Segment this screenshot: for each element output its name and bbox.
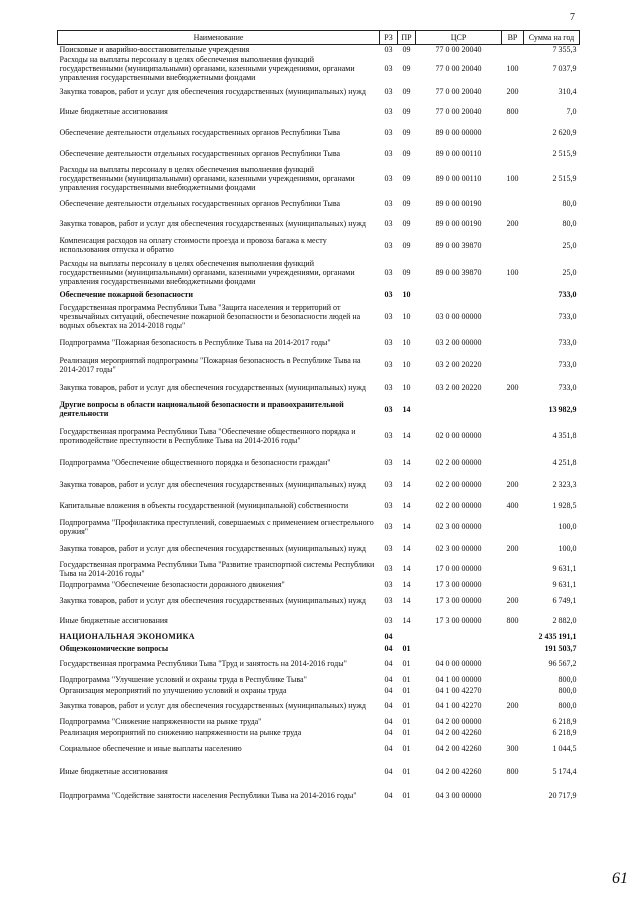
row-pr: 10 (402, 383, 411, 392)
row-vr (502, 685, 524, 696)
row-pr: 01 (402, 767, 411, 776)
row-vr (502, 234, 524, 257)
row-csr: 77 0 00 20040 (435, 87, 482, 96)
row-sum: 2 323,3 (552, 479, 577, 489)
row-rz: 03 (384, 404, 393, 414)
table-row (58, 516, 580, 538)
row-vr (502, 333, 524, 353)
row-pr: 01 (402, 791, 411, 800)
row-vr: 100 (506, 63, 519, 73)
row-sum: 733,0 (558, 383, 577, 392)
row-vr: 200 (506, 479, 519, 489)
row-sum: 9 631,1 (552, 564, 577, 573)
row-vr: 200 (506, 87, 519, 96)
row-name: Иные бюджетные ассигнования (59, 107, 168, 116)
row-name: Реализация мероприятий подпрограммы "Пожарная безопасность в Республике Тыва на 2014-2017 годы" (59, 355, 361, 374)
page-number: 7 (570, 12, 575, 23)
row-pr: 14 (402, 522, 411, 531)
row-csr: 03 2 00 00000 (435, 338, 482, 347)
table-row (58, 643, 580, 654)
row-name: Капитальные вложения в объекты государственной (муниципальной) собственности (59, 500, 349, 510)
row-sum: 25,0 (562, 268, 577, 277)
row-vr (502, 516, 524, 538)
row-pr: 01 (402, 659, 411, 668)
header-sum: Сумма на год (524, 31, 580, 45)
row-vr (502, 654, 524, 674)
table-row (58, 727, 580, 738)
row-name: Социальное обеспечение и иные выплаты населению (59, 744, 242, 753)
row-rz: 03 (384, 290, 393, 299)
row-rz: 03 (384, 63, 393, 73)
row-csr: 02 2 00 00000 (435, 500, 482, 510)
row-sum: 20 717,9 (548, 791, 577, 800)
row-name: Подпрограмма "Содействие занятости населения Республики Тыва на 2014-2016 годы" (59, 791, 357, 800)
row-pr: 09 (402, 219, 411, 228)
table-row (58, 760, 580, 784)
row-rz: 03 (384, 360, 393, 369)
row-sum: 4 351,8 (552, 431, 577, 440)
row-vr: 400 (506, 500, 519, 510)
row-name: Подпрограмма "Пожарная безопасность в Республике Тыва на 2014-2017 годы" (59, 338, 331, 347)
row-name: Расходы на выплаты персоналу в целях обеспечения выполнения функций государственными (муниципальными) органами, казенными учреждениями, органами управления государственными внебюджетными фондами (59, 259, 355, 286)
row-sum: 100,0 (558, 522, 577, 531)
row-rz: 04 (384, 716, 393, 726)
header-pr: ПР (398, 31, 416, 45)
row-sum: 13 982,9 (548, 404, 577, 414)
row-sum: 4 251,8 (552, 458, 577, 467)
row-csr: 02 2 00 00000 (435, 479, 482, 489)
row-pr: 14 (402, 458, 411, 467)
row-vr: 300 (506, 744, 519, 753)
row-vr (502, 452, 524, 474)
row-sum: 800,0 (558, 701, 577, 710)
row-name: Обеспечение деятельности отдельных государственных органов Республики Тыва (59, 149, 341, 158)
row-name: Закупка товаров, работ и услуг для обеспечения государственных (муниципальных) нужд (59, 595, 366, 605)
row-vr (502, 784, 524, 808)
table-row (58, 82, 580, 102)
row-csr: 89 0 00 39870 (435, 268, 482, 277)
row-name: Иные бюджетные ассигнования (59, 616, 168, 625)
row-sum: 6 749,1 (552, 595, 577, 605)
row-pr: 09 (402, 268, 411, 277)
row-name: Закупка товаров, работ и услуг для обеспечения государственных (муниципальных) нужд (59, 701, 366, 710)
row-csr: 04 1 00 42270 (435, 685, 482, 695)
table-row (58, 611, 580, 631)
row-rz: 03 (384, 500, 393, 510)
row-name: Государственная программа Республики Тыва "Развитие транспортной системы Республики Тыва на 2014-2016 годы" (59, 559, 375, 578)
row-name: Обеспечение деятельности отдельных государственных органов Республики Тыва (59, 199, 341, 208)
row-sum: 733,0 (558, 360, 577, 369)
row-csr: 04 1 00 00000 (435, 674, 482, 684)
row-vr: 200 (506, 701, 519, 710)
row-vr (502, 399, 524, 420)
row-csr: 03 2 00 20220 (435, 383, 482, 392)
row-pr: 09 (402, 87, 411, 96)
row-sum: 800,0 (558, 674, 577, 684)
row-rz: 03 (384, 543, 393, 553)
row-name: Общеэкономические вопросы (59, 643, 169, 653)
row-rz: 03 (384, 312, 393, 321)
row-pr: 01 (402, 727, 411, 737)
table-row (58, 194, 580, 214)
row-pr: 09 (402, 45, 411, 55)
row-pr: 14 (402, 595, 411, 605)
table-row (58, 55, 580, 82)
row-name: Организация мероприятий по улучшению условий и охраны труда (59, 685, 287, 695)
row-sum: 100,0 (558, 543, 577, 553)
row-csr: 89 0 00 00190 (435, 219, 482, 228)
row-sum: 80,0 (562, 199, 577, 208)
row-rz: 04 (384, 701, 393, 710)
row-pr: 09 (402, 63, 411, 73)
row-pr: 14 (402, 564, 411, 573)
row-csr (416, 631, 502, 643)
row-csr: 17 3 00 00000 (435, 595, 482, 605)
header-vr: ВР (502, 31, 524, 45)
row-vr (502, 631, 524, 643)
row-sum: 733,0 (558, 290, 577, 299)
row-pr: 14 (402, 404, 411, 414)
budget-table (57, 30, 580, 808)
row-sum: 733,0 (558, 338, 577, 347)
row-pr: 10 (402, 290, 411, 299)
row-pr: 14 (402, 500, 411, 510)
row-rz: 03 (384, 219, 393, 228)
handwritten-page-mark: 61 (612, 870, 628, 887)
table-row (58, 102, 580, 122)
row-name: Государственная программа Республики Тыва "Обеспечение общественного порядка и противодействие преступности в Республике Тыва на 2014-2016 годы" (59, 426, 356, 445)
table-row (58, 716, 580, 727)
row-pr: 09 (402, 174, 411, 183)
table-row (58, 579, 580, 590)
row-csr: 03 0 00 00000 (435, 312, 482, 321)
row-csr: 89 0 00 39870 (435, 240, 482, 250)
row-sum: 2 435 191,1 (538, 632, 577, 641)
row-name: Подпрограмма "Обеспечение безопасности дорожного движения" (59, 579, 285, 589)
row-rz: 03 (384, 87, 393, 96)
row-pr: 10 (402, 338, 411, 347)
row-pr: 14 (402, 479, 411, 489)
table-row (58, 257, 580, 289)
row-vr (502, 122, 524, 144)
row-sum: 191 503,7 (544, 643, 577, 653)
header-csr: ЦСР (416, 31, 502, 45)
row-csr: 02 3 00 00000 (435, 543, 482, 553)
row-vr: 200 (506, 595, 519, 605)
row-name: Государственная программа Республики Тыва "Защита населения и территорий от чрезвычайных ситуаций, обеспечение пожарной безопасности и безопасности людей на водных объектах на 2014-2018 годы" (59, 303, 361, 330)
row-csr: 04 2 00 00000 (435, 716, 482, 726)
row-csr: 17 0 00 00000 (435, 564, 482, 573)
row-vr (502, 301, 524, 333)
row-name: Государственная программа Республики Тыва "Труд и занятость на 2014-2016 годы" (59, 659, 347, 668)
row-name: Расходы на выплаты персоналу в целях обеспечения выполнения функций государственными (муниципальными) органами, казенными учреждениями, органами управления государственными внебюджетными фондами (59, 165, 355, 192)
row-pr: 10 (402, 312, 411, 321)
row-pr: 09 (402, 240, 411, 250)
row-sum: 7 355,3 (552, 45, 577, 55)
table-row (58, 214, 580, 234)
row-vr: 800 (506, 767, 519, 776)
row-rz: 04 (384, 744, 393, 753)
row-sum: 5 174,4 (552, 767, 577, 776)
table-row (58, 538, 580, 559)
table-row (58, 452, 580, 474)
row-name: Закупка товаров, работ и услуг для обеспечения государственных (муниципальных) нужд (59, 87, 366, 96)
row-name: НАЦИОНАЛЬНАЯ ЭКОНОМИКА (59, 632, 195, 641)
row-pr (398, 631, 416, 643)
row-vr: 200 (506, 383, 519, 392)
row-sum: 733,0 (558, 312, 577, 321)
row-pr: 14 (402, 579, 411, 589)
row-pr: 14 (402, 543, 411, 553)
row-pr: 01 (402, 674, 411, 684)
row-vr (502, 716, 524, 727)
row-name: Закупка товаров, работ и услуг для обеспечения государственных (муниципальных) нужд (59, 219, 366, 228)
row-pr: 09 (402, 107, 411, 116)
row-csr: 02 0 00 00000 (435, 431, 482, 440)
row-sum: 6 218,9 (552, 727, 577, 737)
row-pr: 01 (402, 744, 411, 753)
row-sum: 6 218,9 (552, 716, 577, 726)
row-sum: 2 515,9 (552, 149, 577, 158)
table-row (58, 377, 580, 399)
row-rz: 04 (384, 659, 393, 668)
row-name: Подпрограмма "Улучшение условий и охраны труда в Республике Тыва" (59, 674, 307, 684)
row-csr: 89 0 00 00000 (435, 128, 482, 137)
row-pr: 09 (402, 128, 411, 137)
row-csr: 77 0 00 20040 (435, 63, 482, 73)
row-sum: 7 037,9 (552, 63, 577, 73)
row-name: Обеспечение деятельности отдельных государственных органов Республики Тыва (59, 128, 341, 137)
row-rz: 03 (384, 616, 393, 625)
row-vr (502, 727, 524, 738)
row-vr (502, 194, 524, 214)
table-row (58, 289, 580, 301)
row-vr (502, 144, 524, 164)
row-sum: 1 044,5 (552, 744, 577, 753)
row-rz: 03 (384, 174, 393, 183)
row-csr: 04 3 00 00000 (435, 791, 482, 800)
row-name: Подпрограмма "Обеспечение общественного порядка и безопасности граждан" (59, 458, 331, 467)
row-rz: 03 (384, 431, 393, 440)
row-name: Подпрограмма "Профилактика преступлений, совершаемых с применением огнестрельного оружия" (59, 517, 374, 536)
row-csr (416, 643, 502, 654)
row-sum: 96 567,2 (548, 659, 577, 668)
row-pr: 09 (402, 199, 411, 208)
table-row (58, 474, 580, 495)
row-csr: 89 0 00 00110 (435, 149, 482, 158)
row-rz: 03 (384, 128, 393, 137)
row-name: Компенсация расходов на оплату стоимости проезда и провоза багажа к месту использования отпуска и обратно (59, 236, 327, 254)
row-vr: 200 (506, 219, 519, 228)
table-row (58, 353, 580, 377)
row-csr: 17 3 00 00000 (435, 579, 482, 589)
row-sum: 1 928,5 (552, 500, 577, 510)
table-row (58, 45, 580, 55)
table-row (58, 164, 580, 194)
header-rz: РЗ (380, 31, 398, 45)
row-csr: 89 0 00 00190 (435, 199, 482, 208)
row-vr (502, 289, 524, 301)
row-pr: 09 (402, 149, 411, 158)
row-rz: 04 (384, 643, 393, 653)
table-row (58, 685, 580, 696)
row-rz: 03 (384, 522, 393, 531)
row-rz: 03 (384, 564, 393, 573)
table-row (58, 144, 580, 164)
row-pr: 14 (402, 431, 411, 440)
row-csr: 04 2 00 42260 (435, 744, 482, 753)
row-vr: 800 (506, 616, 519, 625)
row-rz: 04 (384, 685, 393, 695)
row-vr (502, 353, 524, 377)
row-rz: 03 (384, 107, 393, 116)
row-rz: 04 (384, 727, 393, 737)
row-name: Реализация мероприятий по снижению напряженности на рынке труда (59, 727, 302, 737)
row-csr: 17 3 00 00000 (435, 616, 482, 625)
row-csr (416, 289, 502, 301)
table-row (58, 631, 580, 643)
table-row (58, 234, 580, 257)
row-pr: 01 (402, 643, 411, 653)
row-rz: 03 (384, 383, 393, 392)
row-sum: 25,0 (562, 240, 577, 250)
row-name: Поисковые и аварийно-восстановительные учреждения (59, 45, 250, 55)
row-name: Закупка товаров, работ и услуг для обеспечения государственных (муниципальных) нужд (59, 543, 366, 553)
table-row (58, 784, 580, 808)
row-sum: 7,0 (566, 107, 577, 116)
row-vr (502, 579, 524, 590)
table-row (58, 738, 580, 760)
table-row (58, 654, 580, 674)
row-csr: 77 0 00 20040 (435, 107, 482, 116)
row-pr: 10 (402, 360, 411, 369)
row-vr: 100 (506, 268, 519, 277)
row-vr (502, 45, 524, 55)
row-vr (502, 559, 524, 579)
row-rz: 03 (384, 458, 393, 467)
table-header-row (58, 31, 580, 45)
table-row (58, 495, 580, 516)
row-pr: 14 (402, 616, 411, 625)
header-name: Наименование (58, 31, 380, 45)
row-rz: 03 (384, 479, 393, 489)
row-sum: 2 882,0 (552, 616, 577, 625)
row-rz: 03 (384, 149, 393, 158)
row-sum: 310,4 (558, 87, 577, 96)
row-vr: 100 (506, 174, 519, 183)
row-rz: 03 (384, 199, 393, 208)
row-sum: 800,0 (558, 685, 577, 695)
row-csr: 04 1 00 42270 (435, 701, 482, 710)
row-name: Иные бюджетные ассигнования (59, 767, 168, 776)
row-vr: 200 (506, 543, 519, 553)
row-pr: 01 (402, 685, 411, 695)
row-rz: 03 (384, 338, 393, 347)
table-row (58, 301, 580, 333)
row-pr: 01 (402, 716, 411, 726)
row-sum: 2 620,9 (552, 128, 577, 137)
row-name: Подпрограмма "Снижение напряженности на рынке труда" (59, 716, 262, 726)
row-rz: 03 (384, 240, 393, 250)
row-rz: 04 (384, 632, 393, 641)
row-rz: 03 (384, 45, 393, 55)
row-rz: 04 (384, 767, 393, 776)
row-rz: 03 (384, 268, 393, 277)
table-row (58, 590, 580, 611)
table-row (58, 559, 580, 579)
row-rz: 04 (384, 791, 393, 800)
row-csr: 77 0 00 20040 (435, 45, 482, 55)
table-row (58, 696, 580, 716)
row-vr: 800 (506, 107, 519, 116)
row-csr (416, 399, 502, 420)
row-csr: 04 2 00 42260 (435, 767, 482, 776)
row-name: Другие вопросы в области национальной безопасности и правоохранительной деятельности (59, 400, 344, 418)
row-sum: 2 515,9 (552, 174, 577, 183)
row-vr (502, 674, 524, 685)
table-row (58, 122, 580, 144)
row-name: Закупка товаров, работ и услуг для обеспечения государственных (муниципальных) нужд (59, 383, 366, 392)
table-row (58, 420, 580, 452)
row-csr: 04 2 00 42260 (435, 727, 482, 737)
row-csr: 02 2 00 00000 (435, 458, 482, 467)
row-name: Расходы на выплаты персоналу в целях обеспечения выполнения функций государственными (муниципальными) органами, казенными учреждениями, органами управления государственными внебюджетными фондами (59, 54, 355, 82)
row-pr: 01 (402, 701, 411, 710)
row-vr (502, 643, 524, 654)
row-sum: 9 631,1 (552, 579, 577, 589)
row-csr: 04 0 00 00000 (435, 659, 482, 668)
row-sum: 80,0 (562, 219, 577, 228)
row-csr: 89 0 00 00110 (435, 174, 482, 183)
table-row (58, 399, 580, 420)
table-row (58, 674, 580, 685)
table-row (58, 333, 580, 353)
row-rz: 03 (384, 595, 393, 605)
row-csr: 03 2 00 20220 (435, 360, 482, 369)
row-name: Закупка товаров, работ и услуг для обеспечения государственных (муниципальных) нужд (59, 479, 366, 489)
row-vr (502, 420, 524, 452)
row-rz: 04 (384, 674, 393, 684)
row-rz: 03 (384, 579, 393, 589)
row-name: Обеспечение пожарной безопасности (59, 290, 193, 299)
row-csr: 02 3 00 00000 (435, 522, 482, 531)
